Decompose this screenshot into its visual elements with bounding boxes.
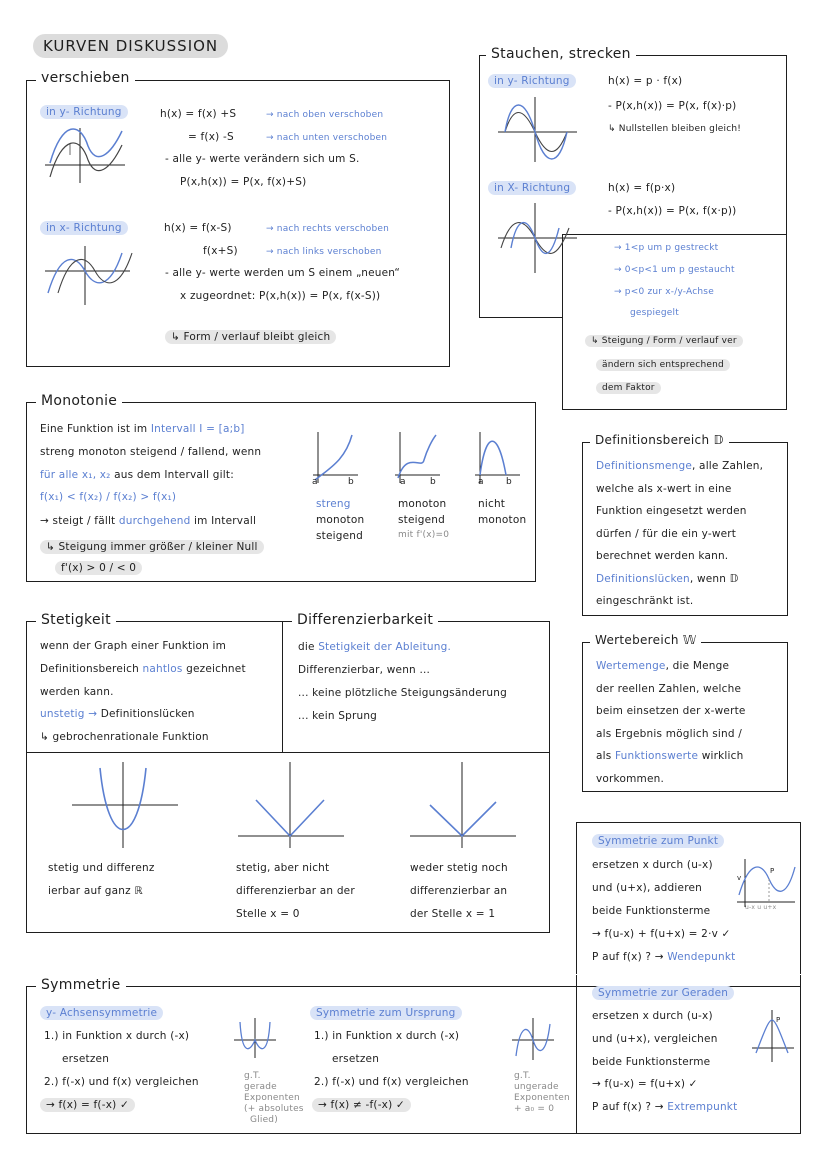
stauchen-x-graph	[495, 200, 580, 275]
monotonie-l4: f(x₁) < f(x₂) / f(x₂) > f(x₁)	[40, 491, 177, 503]
example-graph-abs	[236, 760, 346, 850]
verschieben-x-l3: - alle y- werte werden um S einem „neuen“	[165, 267, 401, 279]
monotonie-l1: Eine Funktion ist im Intervall I = [a;b]	[40, 423, 245, 435]
sym-punkt-l3: beide Funktionsterme	[592, 905, 711, 917]
stauchen-case-4: gespiegelt	[630, 308, 679, 318]
stauchen-case-3: → p<0 zur x-/y-Achse	[614, 287, 714, 297]
monotonie-tick-a-3: a	[478, 477, 484, 487]
sym-achse-n3: Exponenten	[244, 1093, 300, 1103]
differenzierbarkeit-l4: ... kein Sprung	[298, 710, 378, 722]
monotonie-tick-a-2: a	[400, 477, 406, 487]
sym-ursprung-n1: g.T.	[514, 1071, 531, 1081]
sym-ursprung-n3: Exponenten	[514, 1093, 570, 1103]
sym-achse-n1: g.T.	[244, 1071, 261, 1081]
verschieben-y-l3: - alle y- werte verändern sich um S.	[165, 153, 360, 165]
monotonie-l2: streng monoton steigend / fallend, wenn	[40, 446, 262, 458]
example-3-l2: differenzierbar an	[410, 885, 508, 897]
sym-ursprung-label: Symmetrie zum Ursprung	[310, 1006, 462, 1020]
sym-punkt-l1: ersetzen x durch (u-x)	[592, 859, 713, 871]
sym-punkt-lbl-u: u-x u u+x	[745, 904, 777, 911]
stauchen-note-2: ändern sich entsprechend	[596, 359, 730, 371]
wertebereich-line: der reellen Zahlen, welche	[596, 682, 742, 695]
definitionsbereich-line: Definitionslücken, wenn 𝔻	[596, 572, 739, 585]
sym-gerade-l2: und (u+x), vergleichen	[592, 1033, 718, 1045]
example-2-l1: stetig, aber nicht	[236, 862, 330, 874]
sym-punkt-lbl-v: v	[737, 874, 742, 882]
sym-achse-l2: ersetzen	[62, 1053, 110, 1065]
verschieben-note: ↳ Form / verlauf bleibt gleich	[165, 330, 336, 344]
sym-achse-label: y- Achsensymmetrie	[40, 1006, 163, 1020]
stauchen-y-graph	[495, 94, 580, 164]
sym-ursprung-l1: 1.) in Funktion x durch (-x)	[314, 1030, 460, 1042]
verschieben-x-f2: f(x+S)	[203, 245, 238, 257]
verschieben-x-l4: x zugeordnet: P(x,h(x)) = P(x, f(x-S))	[180, 290, 381, 302]
stauchen-x-label: in X- Richtung	[488, 181, 576, 195]
verschieben-heading: verschieben	[36, 70, 135, 86]
stetigkeit-l4: unstetig → Definitionslücken	[40, 708, 195, 720]
sym-ursprung-l2: ersetzen	[332, 1053, 380, 1065]
verschieben-y-l4: P(x,h(x)) = P(x, f(x)+S)	[180, 176, 307, 188]
sym-gerade-lbl-p: P	[776, 1016, 781, 1024]
example-3-l3: der Stelle x = 1	[410, 908, 496, 920]
definitionsbereich-line: eingeschränkt ist.	[596, 595, 694, 607]
verschieben-x-graph	[40, 243, 135, 308]
monotonie-tick-b-3: b	[506, 477, 512, 487]
stauchen-y-f1: h(x) = p · f(x)	[608, 75, 683, 87]
stetigkeit-l5: ↳ gebrochenrationale Funktion	[40, 731, 209, 743]
monotonie-g2c: mit f'(x)=0	[398, 530, 450, 540]
monotonie-heading: Monotonie	[36, 393, 122, 409]
sym-punkt-lbl-p: P	[770, 867, 775, 875]
stetigkeit-l2: Definitionsbereich nahtlos gezeichnet	[40, 663, 246, 675]
sym-achse-l3: 2.) f(-x) und f(x) vergleichen	[44, 1076, 199, 1088]
stauchen-note-1: ↳ Steigung / Form / verlauf ver	[585, 335, 743, 347]
stauchen-x-f1: h(x) = f(p·x)	[608, 182, 676, 194]
differenzierbarkeit-l1: die Stetigkeit der Ableitung.	[298, 641, 452, 653]
differenzierbarkeit-l3: ... keine plötzliche Steigungsänderung	[298, 687, 507, 699]
verschieben-y-f1: h(x) = f(x) +S	[160, 108, 237, 120]
monotonie-g1a: streng	[316, 498, 351, 510]
sym-gerade-l3: beide Funktionsterme	[592, 1056, 711, 1068]
monotonie-tick-b-1: b	[348, 477, 354, 487]
stauchen-y-label: in y- Richtung	[488, 74, 576, 88]
example-graph-jump	[408, 760, 518, 850]
stauchen-x-f2: - P(x,h(x)) = P(x, f(x·p))	[608, 205, 737, 217]
wertebereich-line: Wertemenge, die Menge	[596, 660, 730, 672]
stauchen-y-f3: ↳ Nullstellen bleiben gleich!	[608, 124, 742, 134]
sym-ursprung-l4: → f(x) ≠ -f(-x) ✓	[312, 1098, 411, 1112]
verschieben-x-n2: → nach links verschoben	[266, 247, 382, 257]
monotonie-l5: → steigt / fällt durchgehend im Intervall	[40, 515, 257, 527]
definitionsbereich-line: Definitionsmenge, alle Zahlen,	[596, 460, 764, 472]
wertebereich-line: als Ergebnis möglich sind /	[596, 727, 742, 740]
definitionsbereich-heading: Definitionsbereich 𝔻	[590, 433, 729, 447]
verschieben-y-n2: → nach unten verschoben	[266, 133, 388, 143]
sym-gerade-heading: Symmetrie zur Geraden	[592, 986, 734, 1000]
sym-achse-n2: gerade	[244, 1082, 277, 1092]
sym-punkt-graph	[735, 857, 797, 907]
page-title: KURVEN DISKUSSION	[33, 34, 228, 58]
sym-ursprung-n2: ungerade	[514, 1082, 559, 1092]
monotonie-g3b: monoton	[478, 514, 527, 526]
definitionsbereich-line: berechnet werden kann.	[596, 550, 729, 562]
example-1-l2: ierbar auf ganz ℝ	[48, 885, 143, 897]
monotonie-g1c: steigend	[316, 530, 364, 542]
definitionsbereich-line: welche als x-wert in eine	[596, 482, 732, 495]
verschieben-x-f1: h(x) = f(x-S)	[164, 222, 232, 234]
stauchen-case-1: → 1<p um p gestreckt	[614, 243, 719, 253]
example-3-l1: weder stetig noch	[410, 862, 508, 874]
sym-achse-graph	[232, 1016, 278, 1060]
monotonie-g3a: nicht	[478, 498, 506, 510]
example-graph-parabola	[70, 760, 180, 850]
symmetrie-heading: Symmetrie	[36, 977, 126, 993]
sym-achse-n4: (+ absolutes	[244, 1104, 304, 1114]
stauchen-heading: Stauchen, strecken	[486, 46, 636, 62]
verschieben-x-label: in x- Richtung	[40, 221, 128, 235]
wertebereich-line: vorkommen.	[596, 772, 664, 785]
monotonie-g2b: steigend	[398, 514, 446, 526]
sym-gerade-graph	[750, 1008, 795, 1063]
sym-gerade-l4: → f(u-x) = f(u+x) ✓	[592, 1078, 698, 1090]
sym-ursprung-l3: 2.) f(-x) und f(x) vergleichen	[314, 1076, 469, 1088]
stauchen-y-f2: - P(x,h(x)) = P(x, f(x)·p)	[608, 100, 737, 112]
monotonie-g1b: monoton	[316, 514, 365, 526]
definitionsbereich-line: Funktion eingesetzt werden	[596, 505, 747, 517]
stauchen-cases-box	[562, 234, 787, 410]
stauchen-note-3: dem Faktor	[596, 382, 661, 394]
wertebereich-heading: Wertebereich 𝕎	[590, 633, 701, 647]
definitionsbereich-line: dürfen / für die ein y-wert	[596, 527, 737, 540]
monotonie-l3: für alle x₁, x₂ aus dem Intervall gilt:	[40, 469, 234, 481]
sym-gerade-l5: P auf f(x) ? → Extrempunkt	[592, 1101, 738, 1113]
verschieben-y-label: in y- Richtung	[40, 105, 128, 119]
monotonie-tick-a-1: a	[312, 477, 318, 487]
example-1-l1: stetig und differenz	[48, 862, 155, 874]
differenzierbarkeit-l2: Differenzierbar, wenn ...	[298, 664, 431, 676]
sym-gerade-l1: ersetzen x durch (u-x)	[592, 1010, 713, 1022]
stetigkeit-heading: Stetigkeit	[36, 612, 116, 628]
differenzierbarkeit-heading: Differenzierbarkeit	[292, 612, 438, 628]
sym-achse-l1: 1.) in Funktion x durch (-x)	[44, 1030, 190, 1042]
stetigkeit-l1: wenn der Graph einer Funktion im	[40, 640, 227, 652]
monotonie-l6: ↳ Steigung immer größer / kleiner Null	[40, 540, 264, 554]
monotonie-g2a: monoton	[398, 498, 447, 510]
verschieben-y-graph	[40, 125, 130, 185]
sym-ursprung-n4: + a₀ = 0	[514, 1104, 555, 1114]
verschieben-y-n1: → nach oben verschoben	[266, 110, 384, 120]
monotonie-tick-b-2: b	[430, 477, 436, 487]
sym-punkt-l4: → f(u-x) + f(u+x) = 2·v ✓	[592, 928, 731, 940]
verschieben-y-f2: = f(x) -S	[188, 131, 234, 143]
wertebereich-line: beim einsetzen der x-werte	[596, 705, 746, 717]
sym-punkt-l5: P auf f(x) ? → Wendepunkt	[592, 951, 736, 963]
sym-achse-l4: → f(x) = f(-x) ✓	[40, 1098, 135, 1112]
verschieben-x-n1: → nach rechts verschoben	[266, 224, 390, 234]
sym-punkt-l2: und (u+x), addieren	[592, 882, 702, 894]
example-2-l2: differenzierbar an der	[236, 885, 355, 897]
wertebereich-line: als Funktionswerte wirklich	[596, 750, 744, 762]
stauchen-case-2: → 0<p<1 um p gestaucht	[614, 265, 735, 275]
stetigkeit-l3: werden kann.	[40, 686, 114, 698]
monotonie-l7: f'(x) > 0 / < 0	[55, 561, 142, 575]
sym-punkt-heading: Symmetrie zum Punkt	[592, 834, 724, 848]
sym-ursprung-graph	[510, 1016, 556, 1062]
sym-achse-n5: Glied)	[250, 1115, 278, 1125]
example-2-l3: Stelle x = 0	[236, 908, 300, 920]
